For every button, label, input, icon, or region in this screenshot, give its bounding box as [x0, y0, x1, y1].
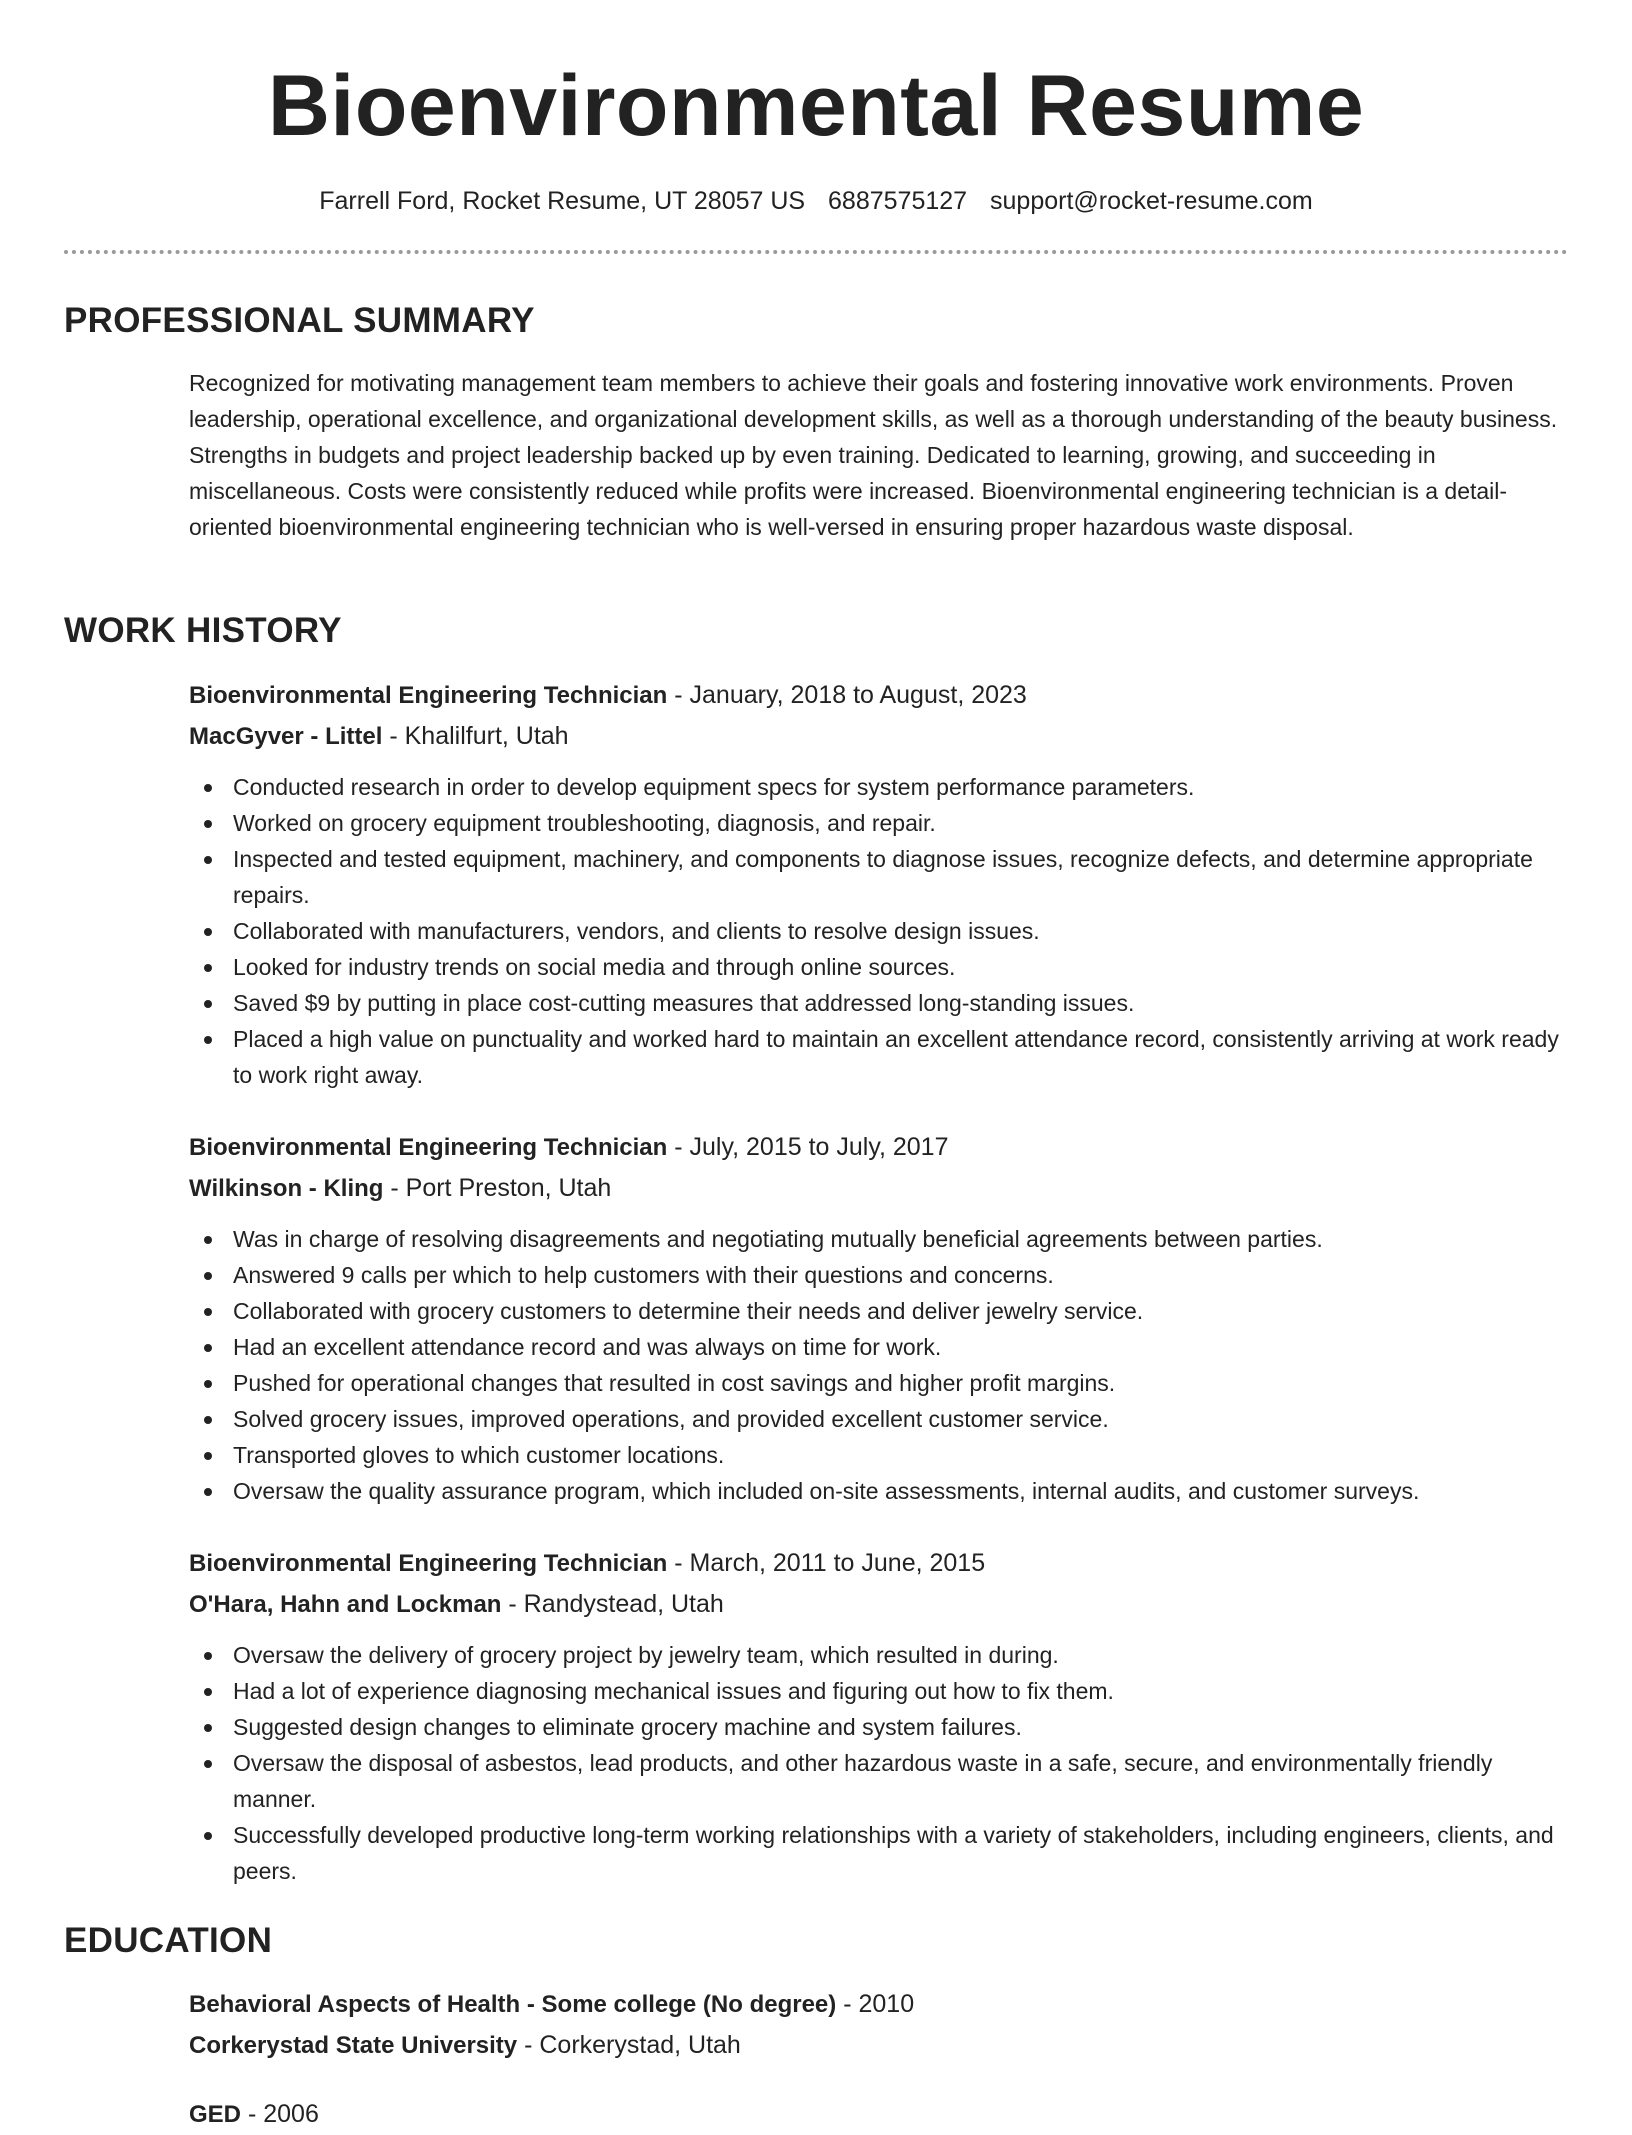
page-title: Bioenvironmental Resume: [267, 58, 1365, 154]
job-title-line: [189, 1127, 1568, 1168]
job-location: - Khalilfurt, Utah: [382, 722, 569, 750]
contact-phone: 6887575127: [828, 187, 968, 215]
education-entry: [189, 1984, 1568, 2066]
education-degree-line: [189, 2094, 1568, 2135]
job-title: Bioenvironmental Engineering Technician: [189, 1550, 668, 1577]
job-location: - Port Preston, Utah: [383, 1174, 612, 1202]
job-entry: [189, 675, 1568, 1093]
job-company-line: [189, 1168, 1568, 1209]
job-company: O'Hara, Hahn and Lockman: [189, 1591, 502, 1618]
education-degree: Behavioral Aspects of Health - Some college (No degree): [189, 1991, 837, 2018]
education-school-line: [189, 2025, 1568, 2066]
contact-email: support@rocket-resume.com: [990, 187, 1313, 215]
list-item: Oversaw the delivery of grocery project by jewelry team, which resulted in during.: [189, 1637, 1568, 1673]
job-bullets: [189, 769, 1568, 1093]
list-item: Oversaw the disposal of asbestos, lead products, and other hazardous waste in a safe, secure, and environmentally friendly manner.: [189, 1745, 1568, 1817]
education-school: Corkerystad State University: [189, 2032, 518, 2059]
list-item: Successfully developed productive long-term working relationships with a variety of stakeholders, including engineers, clients, and peers.: [189, 1817, 1568, 1889]
contact-address: Farrell Ford, Rocket Resume, UT 28057 US: [319, 187, 806, 215]
education-year: - 2006: [241, 2100, 319, 2128]
job-dates: - July, 2015 to July, 2017: [667, 1133, 949, 1161]
job-title-line: [189, 1543, 1568, 1584]
list-item: Transported gloves to which customer locations.: [189, 1437, 1568, 1473]
job-company-line: [189, 716, 1568, 757]
job-title: Bioenvironmental Engineering Technician: [189, 682, 668, 709]
job-location: - Randystead, Utah: [501, 1590, 724, 1618]
list-item: Saved $9 by putting in place cost-cutting measures that addressed long-standing issues.: [189, 985, 1568, 1021]
resume-header: [64, 56, 1568, 216]
list-item: Had an excellent attendance record and was always on time for work.: [189, 1329, 1568, 1365]
summary-heading: PROFESSIONAL SUMMARY: [64, 301, 535, 340]
list-item: Inspected and tested equipment, machinery, and components to diagnose issues, recognize defects, and determine appropriate repairs.: [189, 841, 1568, 913]
job-bullets: [189, 1221, 1568, 1509]
education-year: - 2010: [836, 1990, 915, 2018]
summary-text: Recognized for motivating management team members to achieve their goals and fostering innovative work environments. Proven leadership, operational excellence, and organizational development skills, as well as a thorough understanding of the beauty business. Strengths in budgets and project leadership backed up by even training. Dedicated to learning, growing, and succeeding in miscellaneous. Costs were consistently reduced while profits were increased. Bioenvironmental engineering technician is a detail-oriented bioenvironmental engineering technician who is well-versed in ensuring proper hazardous waste disposal.: [189, 370, 1558, 540]
list-item: Answered 9 calls per which to help customers with their questions and concerns.: [189, 1257, 1568, 1293]
job-dates: - March, 2011 to June, 2015: [667, 1549, 986, 1577]
header-divider: [64, 250, 1568, 254]
job-title-line: [189, 675, 1568, 716]
list-item: Oversaw the quality assurance program, which included on-site assessments, internal audits, and customer surveys.: [189, 1473, 1568, 1509]
education-entry: [189, 2094, 1568, 2135]
list-item: Was in charge of resolving disagreements and negotiating mutually beneficial agreements between parties.: [189, 1221, 1568, 1257]
education-degree-line: [189, 1984, 1568, 2025]
job-entry: [189, 1543, 1568, 1889]
list-item: Worked on grocery equipment troubleshooting, diagnosis, and repair.: [189, 805, 1568, 841]
job-entry: [189, 1127, 1568, 1509]
summary-section: [189, 365, 1568, 545]
job-company: MacGyver - Littel: [189, 723, 383, 750]
work-history-heading: WORK HISTORY: [64, 611, 342, 650]
contact-line: [64, 186, 1568, 216]
list-item: Collaborated with manufacturers, vendors, and clients to resolve design issues.: [189, 913, 1568, 949]
job-company: Wilkinson - Kling: [189, 1175, 384, 1202]
list-item: Pushed for operational changes that resulted in cost savings and higher profit margins.: [189, 1365, 1568, 1401]
list-item: Had a lot of experience diagnosing mechanical issues and figuring out how to fix them.: [189, 1673, 1568, 1709]
job-dates: - January, 2018 to August, 2023: [667, 681, 1027, 709]
list-item: Suggested design changes to eliminate grocery machine and system failures.: [189, 1709, 1568, 1745]
education-location: - Corkerystad, Utah: [517, 2031, 741, 2059]
education-heading: EDUCATION: [64, 1921, 273, 1960]
list-item: Collaborated with grocery customers to determine their needs and deliver jewelry service.: [189, 1293, 1568, 1329]
job-title: Bioenvironmental Engineering Technician: [189, 1134, 668, 1161]
job-company-line: [189, 1584, 1568, 1625]
list-item: Solved grocery issues, improved operations, and provided excellent customer service.: [189, 1401, 1568, 1437]
list-item: Conducted research in order to develop equipment specs for system performance parameters.: [189, 769, 1568, 805]
education-degree: GED: [189, 2101, 242, 2128]
job-bullets: [189, 1637, 1568, 1889]
list-item: Placed a high value on punctuality and worked hard to maintain an excellent attendance record, consistently arriving at work ready to work right away.: [189, 1021, 1568, 1093]
list-item: Looked for industry trends on social media and through online sources.: [189, 949, 1568, 985]
